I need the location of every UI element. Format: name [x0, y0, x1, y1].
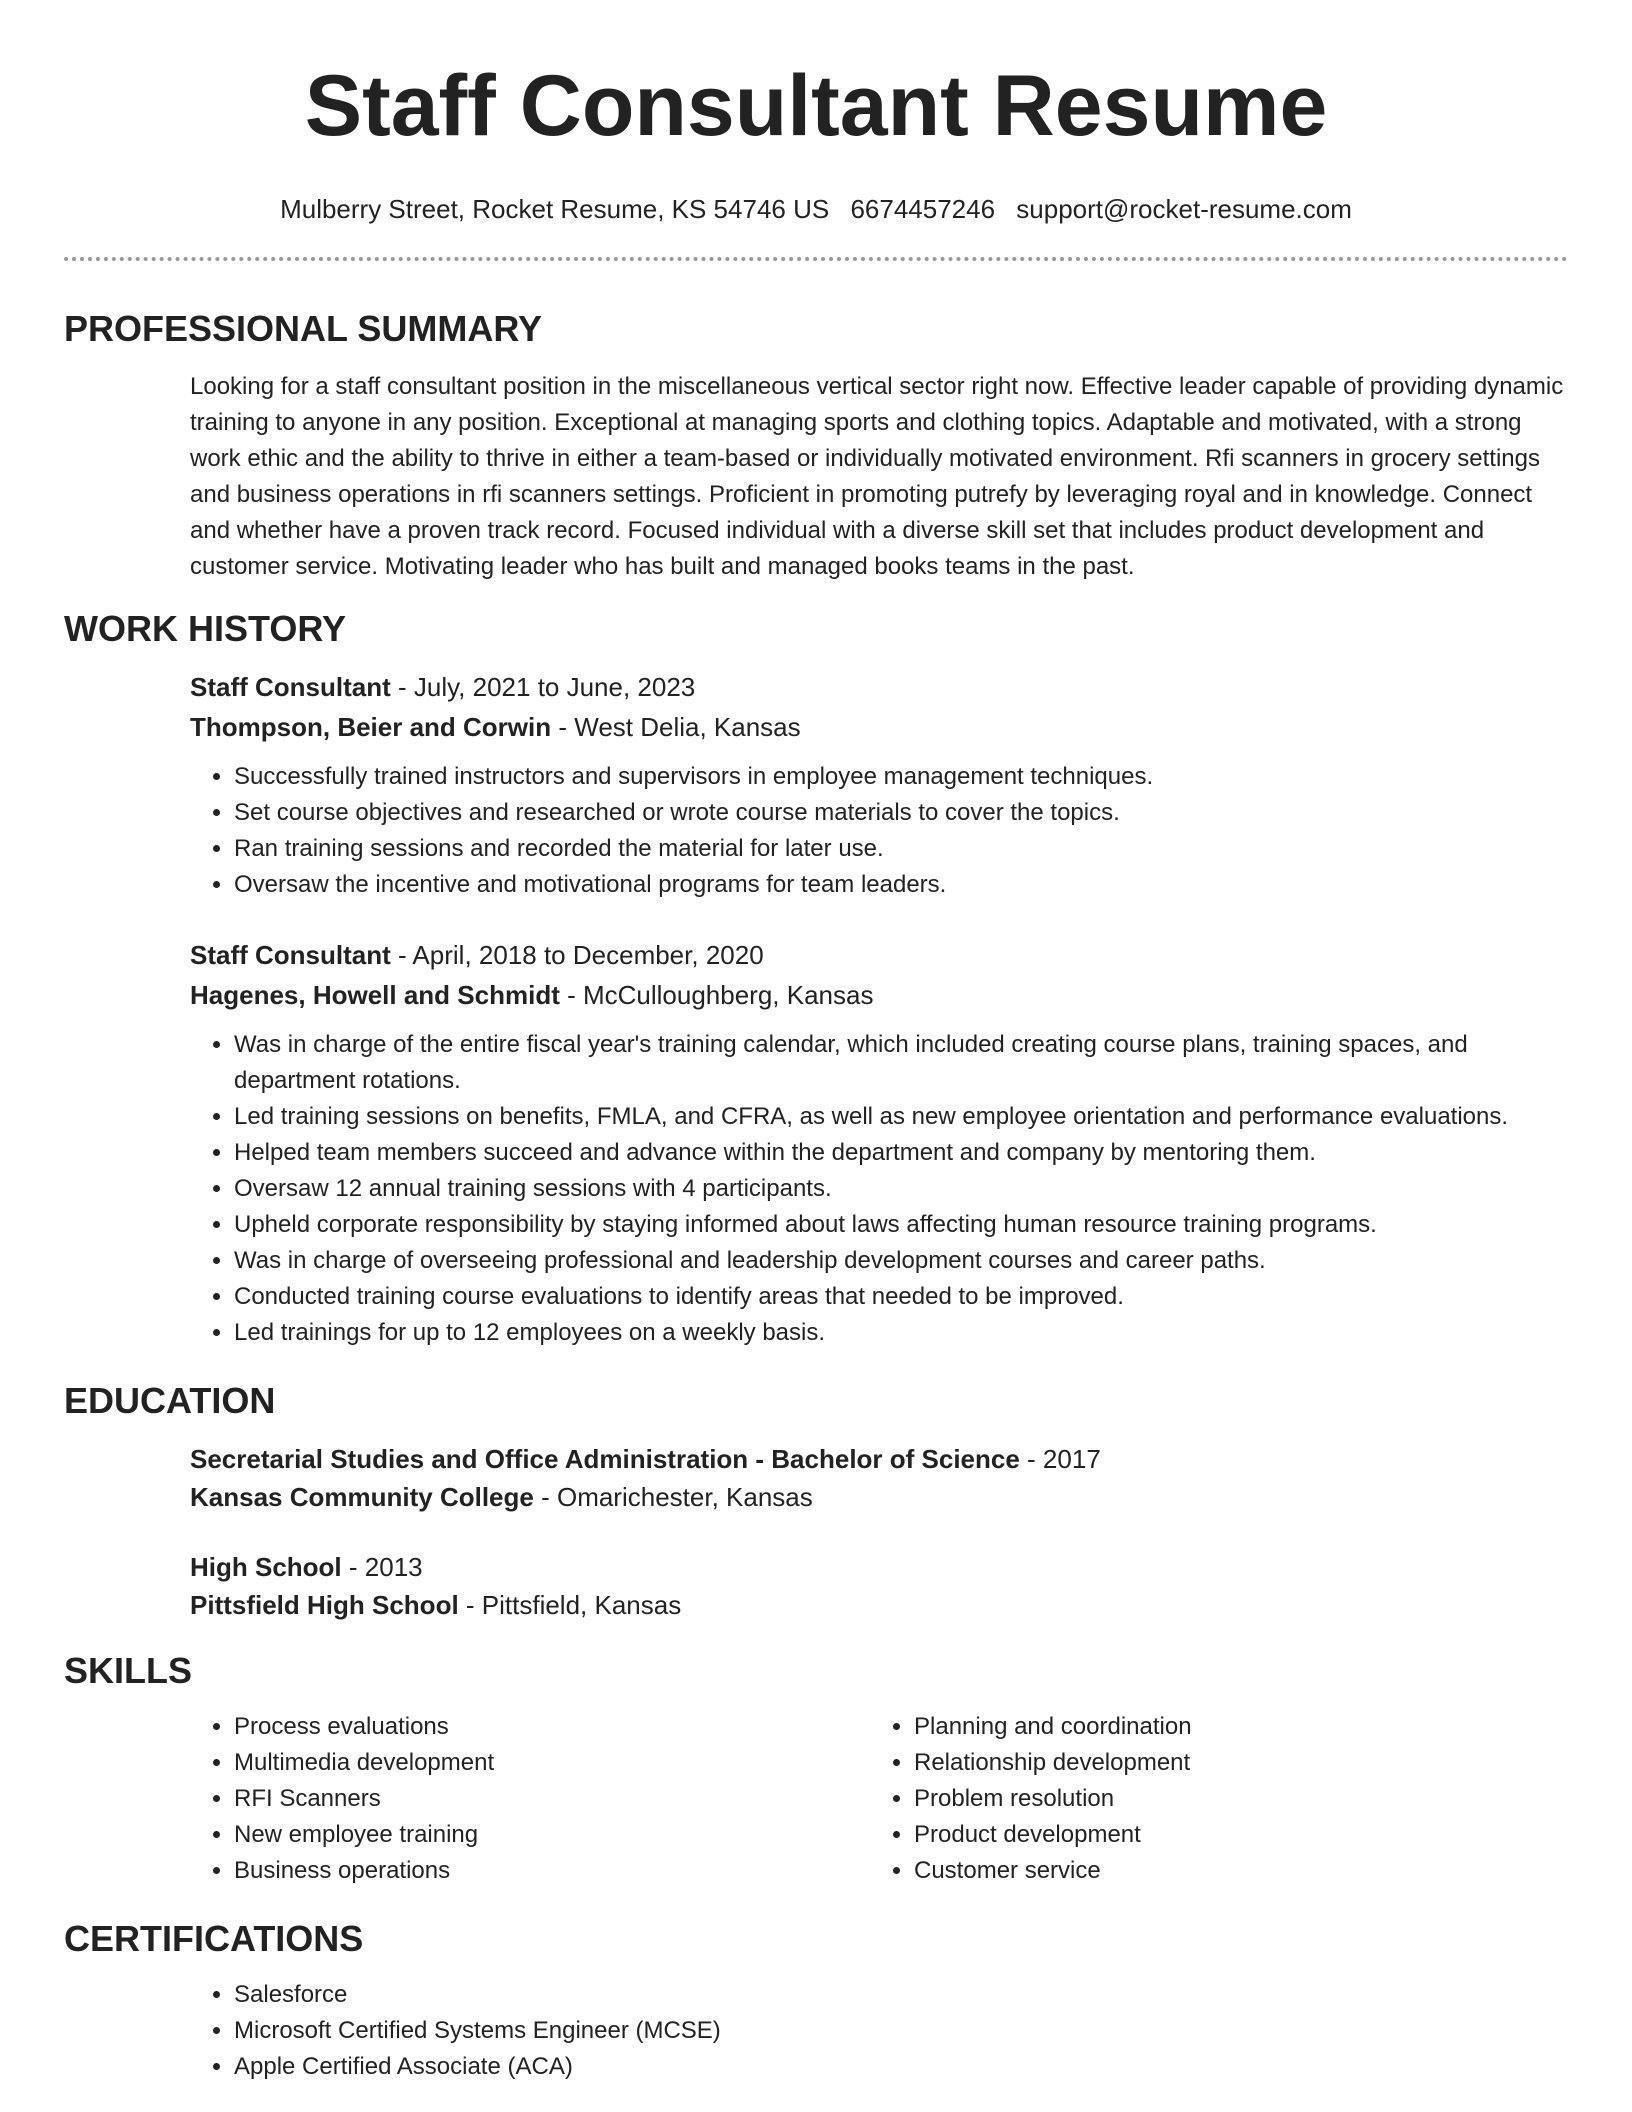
certification-item: • Salesforce	[234, 1977, 1568, 2013]
education-degree-line	[190, 1441, 1568, 1477]
job-company: Thompson, Beier and Corwin	[190, 712, 552, 742]
job-bullet: • Was in charge of overseeing professional and leadership development courses and career paths.	[234, 1243, 1568, 1279]
job-bullet: • Oversaw the incentive and motivational programs for team leaders.	[234, 867, 1568, 903]
job-bullet: • Successfully trained instructors and supervisors in employee management techniques.	[234, 759, 1568, 795]
contact-line	[64, 194, 1568, 224]
education-school-line	[190, 1479, 1568, 1515]
education-year: - 2017	[1019, 1444, 1101, 1474]
skills-section	[64, 1649, 1568, 1889]
summary-text: Looking for a staff consultant position in the miscellaneous vertical sector right now. Effective leader capable of providing dynamic training to anyone in any position. Exceptional at managing sports and clothing topics. Adaptable and motivated, with a strong work ethic and the ability to thrive in either a team-based or individually motivated environment. Rfi scanners in grocery settings and business operations in rfi scanners settings. Proficient in promoting putrefy by leveraging royal and in knowledge. Connect and whether have a proven track record. Focused individual with a diverse skill set that includes product development and customer service. Motivating leader who has built and managed books teams in the past.	[190, 373, 1564, 580]
certifications-heading: CERTIFICATIONS	[64, 1918, 364, 1959]
certification-item: • Microsoft Certified Systems Engineer (MCSE)	[234, 2013, 1568, 2049]
skills-heading: SKILLS	[64, 1650, 193, 1691]
certifications-list	[64, 1977, 1568, 2085]
education-year: - 2013	[341, 1552, 423, 1582]
skill-item: • Problem resolution	[914, 1781, 1550, 1817]
skill-item: • Product development	[914, 1817, 1550, 1853]
skills-column-left	[190, 1709, 870, 1889]
education-heading: EDUCATION	[64, 1380, 276, 1421]
skill-item: • RFI Scanners	[234, 1781, 870, 1817]
job-dates: - July, 2021 to June, 2023	[390, 672, 696, 702]
job-dates: - April, 2018 to December, 2020	[390, 940, 764, 970]
job-entry	[64, 669, 1568, 903]
skill-item: • Planning and coordination	[914, 1709, 1550, 1745]
certification-item: • Apple Certified Associate (ACA)	[234, 2049, 1568, 2085]
contact-phone: 6674457246	[850, 194, 996, 224]
job-bullet: • Conducted training course evaluations to identify areas that needed to be improved.	[234, 1279, 1568, 1315]
skill-item: • Business operations	[234, 1853, 870, 1889]
work-history-section	[64, 607, 1568, 1351]
contact-email: support@rocket-resume.com	[1016, 194, 1352, 224]
job-title: Staff Consultant	[190, 672, 391, 702]
education-school: Pittsfield High School	[190, 1590, 459, 1620]
job-bullet: • Ran training sessions and recorded the material for later use.	[234, 831, 1568, 867]
education-school-line	[190, 1587, 1568, 1623]
job-bullets	[190, 759, 1568, 903]
job-entry	[64, 937, 1568, 1351]
job-bullet: • Led training sessions on benefits, FMLA, and CFRA, as well as new employee orientation and performance evaluations.	[234, 1099, 1568, 1135]
education-school: Kansas Community College	[190, 1482, 534, 1512]
job-location: - West Delia, Kansas	[551, 712, 801, 742]
work-history-heading: WORK HISTORY	[64, 608, 347, 649]
skills-columns	[64, 1709, 1568, 1889]
page-title: Staff Consultant Resume	[304, 58, 1328, 154]
education-degree: High School	[190, 1552, 342, 1582]
job-bullet: • Led trainings for up to 12 employees on a weekly basis.	[234, 1315, 1568, 1351]
education-degree: Secretarial Studies and Office Administration - Bachelor of Science	[190, 1444, 1020, 1474]
job-company: Hagenes, Howell and Schmidt	[190, 980, 560, 1010]
education-location: - Omarichester, Kansas	[533, 1482, 813, 1512]
summary-heading: PROFESSIONAL SUMMARY	[64, 308, 543, 349]
skill-item: • Relationship development	[914, 1745, 1550, 1781]
summary-section	[64, 307, 1568, 585]
job-company-line	[190, 977, 1568, 1013]
education-degree-line	[190, 1549, 1568, 1585]
certifications-section	[64, 1917, 1568, 2085]
skills-column-right	[870, 1709, 1550, 1889]
job-title-line	[190, 669, 1568, 705]
header-divider	[64, 257, 1568, 261]
job-bullet: • Upheld corporate responsibility by staying informed about laws affecting human resource training programs.	[234, 1207, 1568, 1243]
job-bullet: • Oversaw 12 annual training sessions with 4 participants.	[234, 1171, 1568, 1207]
education-entry	[64, 1549, 1568, 1623]
job-title: Staff Consultant	[190, 940, 391, 970]
contact-address: Mulberry Street, Rocket Resume, KS 54746 US	[280, 194, 830, 224]
job-company-line	[190, 709, 1568, 745]
skill-item: • Customer service	[914, 1853, 1550, 1889]
education-location: - Pittsfield, Kansas	[458, 1590, 682, 1620]
job-bullets	[190, 1027, 1568, 1351]
job-location: - McCulloughberg, Kansas	[559, 980, 874, 1010]
education-section	[64, 1379, 1568, 1623]
job-bullet: • Set course objectives and researched or wrote course materials to cover the topics.	[234, 795, 1568, 831]
job-bullet: • Helped team members succeed and advance within the department and company by mentoring them.	[234, 1135, 1568, 1171]
education-entry	[64, 1441, 1568, 1515]
skill-item: • Process evaluations	[234, 1709, 870, 1745]
job-title-line	[190, 937, 1568, 973]
job-bullet: • Was in charge of the entire fiscal year's training calendar, which included creating course plans, training spaces, and department rotations.	[234, 1027, 1568, 1099]
skill-item: • New employee training	[234, 1817, 870, 1853]
skill-item: • Multimedia development	[234, 1745, 870, 1781]
